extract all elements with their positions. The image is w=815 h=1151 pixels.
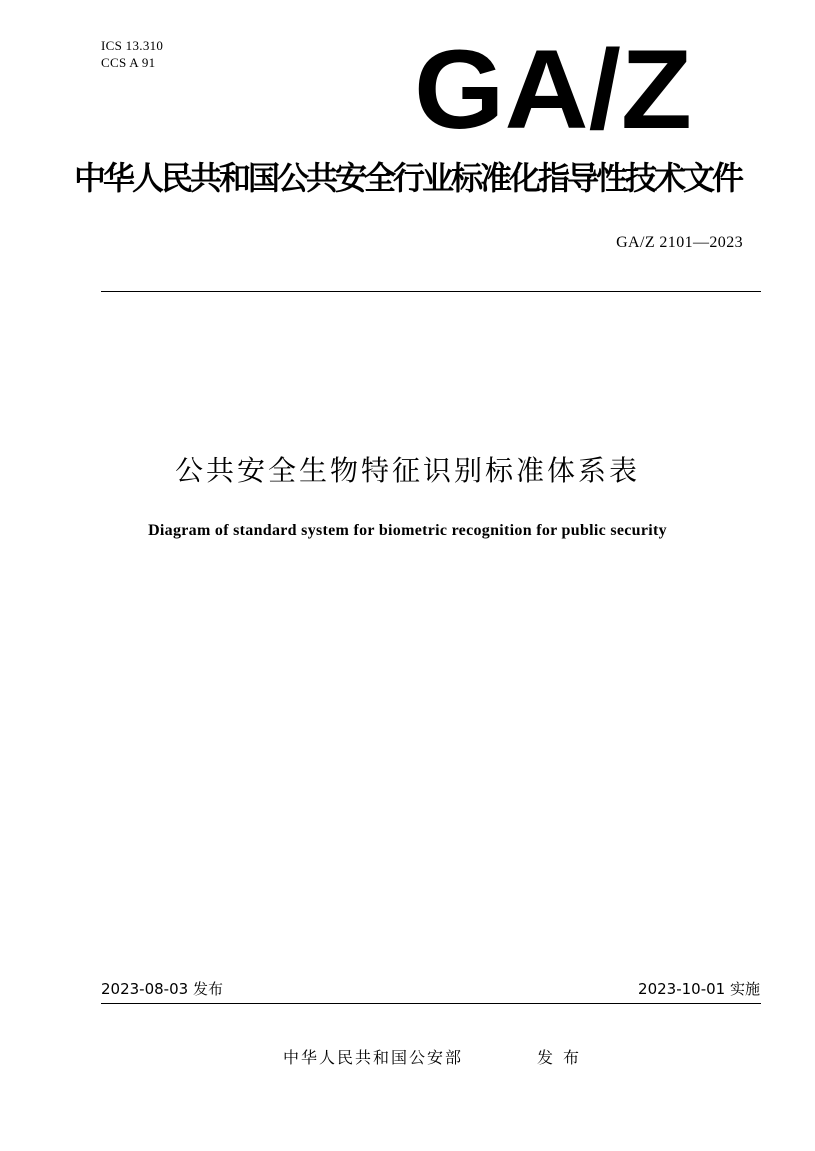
publish-date: 2023-08-03 发布 (101, 980, 223, 998)
issue-label: 发布 (537, 1048, 590, 1067)
issuing-authority: 中华人民共和国公安部 (283, 1048, 464, 1067)
ga-z-logo (0, 38, 815, 138)
ga-z-logo-text: GA/Z (414, 38, 692, 138)
industry-title: 中华人民共和国公共安全行业标准化指导性技术文件 (73, 159, 741, 197)
ccs-code: CCS A 91 (101, 55, 156, 70)
ics-code: ICS 13.310 (101, 38, 164, 53)
header-divider (101, 291, 761, 292)
document-title-zh: 公共安全生物特征识别标准体系表 (174, 454, 640, 487)
implement-date: 2023-10-01 实施 (638, 980, 760, 998)
standard-number: GA/Z 2101—2023 (616, 234, 743, 251)
footer-divider (101, 1003, 761, 1004)
document-title-en: Diagram of standard system for biometric recognition for public security (148, 522, 667, 539)
